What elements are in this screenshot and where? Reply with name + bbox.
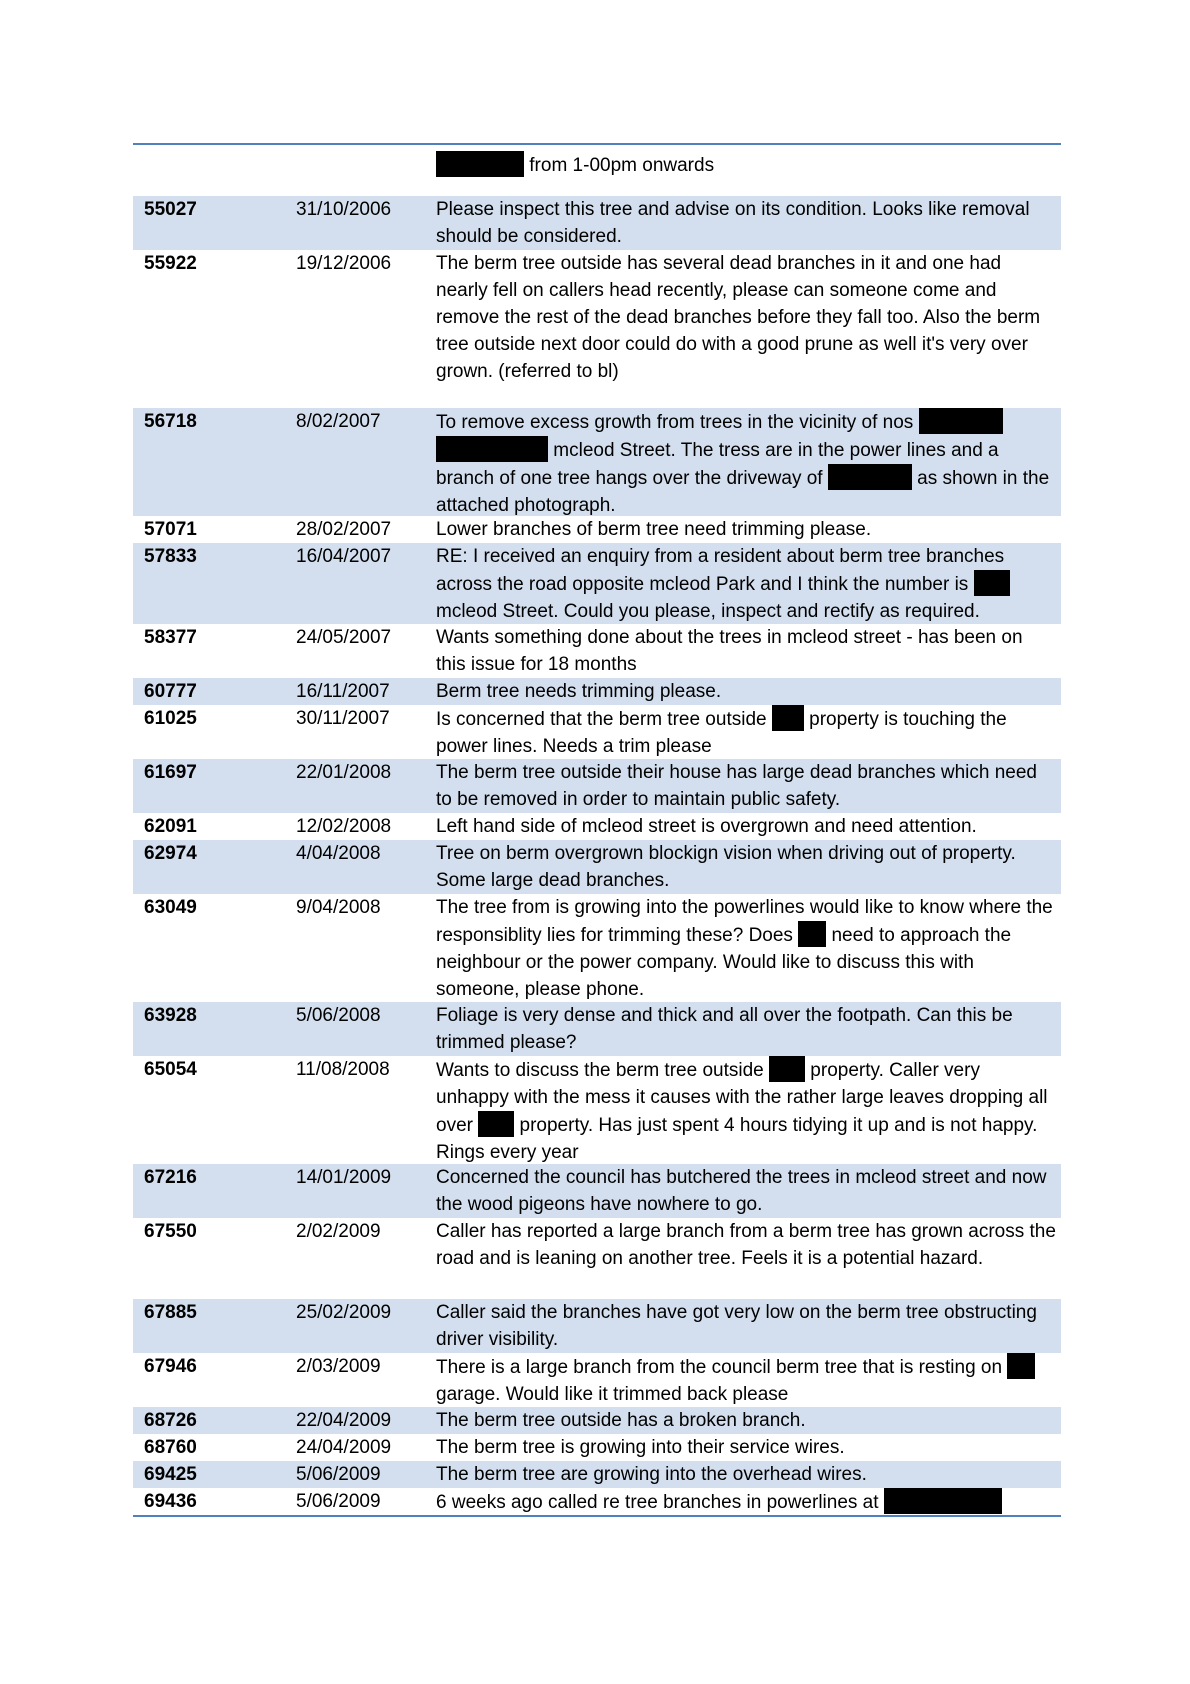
- request-date: 8/02/2007: [296, 411, 381, 432]
- service-request-table: [133, 143, 1061, 1517]
- request-id: 63049: [144, 897, 197, 918]
- description-text: There is a large branch from the council berm tree that is resting on: [436, 1357, 1008, 1378]
- description-text: property. Caller very unhappy with the mess it causes with the rather large leaves dropping all over: [436, 1060, 1048, 1136]
- request-date: 5/06/2008: [296, 1005, 381, 1026]
- request-description: [430, 408, 1061, 519]
- request-description: [430, 813, 1061, 840]
- request-id: 61025: [144, 708, 197, 729]
- table-row: [133, 1218, 1061, 1299]
- request-date: 28/02/2007: [296, 519, 392, 540]
- request-date: 24/05/2007: [296, 627, 392, 648]
- request-id: 67216: [144, 1167, 197, 1188]
- request-id: 55027: [144, 199, 197, 220]
- redaction-block: [828, 464, 912, 490]
- request-id: 55922: [144, 253, 197, 274]
- description-text: mcleod Street. The tress are in the power lines and a branch of one tree hangs over the driveway of: [436, 440, 999, 489]
- request-date: 5/06/2009: [296, 1491, 381, 1512]
- table-row: [133, 1488, 1061, 1515]
- description-text: The berm tree is growing into their service wires.: [436, 1437, 845, 1458]
- description-text: Caller has reported a large branch from a berm tree has grown across the road and is leaning on another tree. Feels it is a potential hazard.: [436, 1221, 1056, 1269]
- request-description: [430, 1407, 1061, 1434]
- description-text: Tree on berm overgrown blockign vision when driving out of property. Some large dead branches.: [436, 843, 1016, 891]
- description-text: The berm tree are growing into the overhead wires.: [436, 1464, 867, 1485]
- table-row: [133, 624, 1061, 678]
- request-description: [430, 705, 1061, 760]
- request-description: [430, 196, 1061, 250]
- table-row: [133, 1353, 1061, 1407]
- redaction-block: [769, 1056, 805, 1082]
- request-description: [430, 250, 1061, 385]
- table-row: [133, 516, 1061, 543]
- redaction-block: [436, 151, 524, 177]
- description-text: property. Has just spent 4 hours tidying it up and is not happy. Rings every year: [436, 1115, 1038, 1163]
- request-date: 25/02/2009: [296, 1302, 392, 1323]
- table-row: [133, 705, 1061, 759]
- request-id: 69436: [144, 1491, 197, 1512]
- table-row: [133, 813, 1061, 840]
- description-text: The berm tree outside their house has large dead branches which need to be removed in order to maintain public safety.: [436, 762, 1037, 810]
- description-text: need to approach the neighbour or the power company. Would like to discuss this with someone, please phone.: [436, 925, 1012, 1000]
- description-text: RE: I received an enquiry from a resident about berm tree branches across the road opposite mcleod Park and I think the number is: [436, 546, 1005, 595]
- request-date: 16/11/2007: [296, 681, 390, 702]
- description-text: Is concerned that the berm tree outside: [436, 709, 772, 730]
- request-date: 16/04/2007: [296, 546, 392, 567]
- description-text: Caller said the branches have got very low on the berm tree obstructing driver visibility.: [436, 1302, 1037, 1350]
- description-text: The tree from is growing into the powerlines would like to know where the responsiblity lies for trimming these? Does: [436, 897, 1053, 946]
- table-row: [133, 840, 1061, 894]
- description-text: property is touching the power lines. Needs a trim please: [436, 709, 1007, 757]
- description-text: mcleod Street. Could you please, inspect and rectify as required.: [436, 601, 980, 622]
- request-description: [430, 894, 1061, 1003]
- table-row: [133, 1002, 1061, 1056]
- request-description: [430, 1461, 1061, 1488]
- request-date: 2/02/2009: [296, 1221, 381, 1242]
- request-id: 62974: [144, 843, 197, 864]
- request-id: 67946: [144, 1356, 197, 1377]
- request-description: [430, 1353, 1061, 1408]
- redaction-block: [478, 1111, 514, 1137]
- request-date: 24/04/2009: [296, 1437, 392, 1458]
- request-description: [430, 1164, 1061, 1218]
- redaction-block: [974, 570, 1010, 596]
- description-text: Wants something done about the trees in mcleod street - has been on this issue for 18 months: [436, 627, 1023, 675]
- request-date: 22/01/2008: [296, 762, 392, 783]
- request-description: [430, 1299, 1061, 1353]
- request-date: 2/03/2009: [296, 1356, 381, 1377]
- redaction-block: [919, 408, 1003, 434]
- description-text: 6 weeks ago called re tree branches in powerlines at: [436, 1492, 884, 1513]
- request-id: 67885: [144, 1302, 197, 1323]
- request-id: 68760: [144, 1437, 197, 1458]
- request-id: 56718: [144, 411, 197, 432]
- description-text: The berm tree outside has a broken branch.: [436, 1410, 806, 1431]
- description-text: Please inspect this tree and advise on its condition. Looks like removal should be considered.: [436, 199, 1030, 247]
- request-date: 14/01/2009: [296, 1167, 392, 1188]
- request-description: [430, 1488, 1061, 1516]
- table-row: [133, 894, 1061, 1002]
- request-date: 31/10/2006: [296, 199, 392, 220]
- request-id: 61697: [144, 762, 197, 783]
- request-description: [430, 1434, 1061, 1461]
- request-id: 68726: [144, 1410, 197, 1431]
- request-date: 22/04/2009: [296, 1410, 392, 1431]
- table-row: [133, 145, 1061, 196]
- request-description: [430, 840, 1061, 894]
- table-row: [133, 1461, 1061, 1488]
- request-date: 4/04/2008: [296, 843, 381, 864]
- request-description: [430, 624, 1061, 678]
- request-description: [430, 516, 1061, 543]
- request-description: [430, 1002, 1061, 1056]
- request-date: 5/06/2009: [296, 1464, 381, 1485]
- request-description: [430, 678, 1061, 705]
- table-row: [133, 196, 1061, 250]
- request-id: 69425: [144, 1464, 197, 1485]
- request-id: 57833: [144, 546, 197, 567]
- table-row: [133, 678, 1061, 705]
- redaction-block: [884, 1488, 1002, 1514]
- description-text: Wants to discuss the berm tree outside: [436, 1060, 770, 1081]
- request-id: 65054: [144, 1059, 197, 1080]
- table-row: [133, 1299, 1061, 1353]
- request-date: 19/12/2006: [296, 253, 392, 274]
- request-id: 62091: [144, 816, 197, 837]
- request-id: 60777: [144, 681, 197, 702]
- redaction-block: [798, 921, 826, 947]
- redaction-block: [1007, 1353, 1035, 1379]
- request-id: 57071: [144, 519, 197, 540]
- description-text: To remove excess growth from trees in the vicinity of nos: [436, 412, 919, 433]
- request-id: 58377: [144, 627, 197, 648]
- description-text: Left hand side of mcleod street is overgrown and need attention.: [436, 816, 977, 837]
- table-row: [133, 1056, 1061, 1164]
- request-date: 30/11/2007: [296, 708, 390, 729]
- table-row: [133, 250, 1061, 408]
- request-id: 63928: [144, 1005, 197, 1026]
- table-row: [133, 1407, 1061, 1434]
- description-text: as shown in the attached photograph.: [436, 468, 1050, 516]
- description-text: from 1-00pm onwards: [524, 155, 715, 176]
- request-date: 12/02/2008: [296, 816, 392, 837]
- table-row: [133, 1164, 1061, 1218]
- redaction-block: [436, 436, 548, 462]
- description-text: Berm tree needs trimming please.: [436, 681, 722, 702]
- table-row: [133, 543, 1061, 624]
- request-description: [430, 1056, 1061, 1166]
- table-row: [133, 759, 1061, 813]
- request-description: [430, 543, 1061, 625]
- description-text: The berm tree outside has several dead branches in it and one had nearly fell on callers head recently, please can someone come and remove the rest of the dead branches before they fall too. Also the berm tree outside next door could do with a good prune as well it's very over grown. (referred to bl): [436, 253, 1041, 382]
- description-text: Foliage is very dense and thick and all over the footpath. Can this be trimmed please?: [436, 1005, 1013, 1053]
- request-id: 67550: [144, 1221, 197, 1242]
- redaction-block: [772, 705, 804, 731]
- description-text: Concerned the council has butchered the trees in mcleod street and now the wood pigeons have nowhere to go.: [436, 1167, 1047, 1215]
- table-row: [133, 1434, 1061, 1461]
- table-row: [133, 408, 1061, 516]
- description-text: garage. Would like it trimmed back please: [436, 1384, 789, 1405]
- request-description: [430, 759, 1061, 813]
- request-date: 11/08/2008: [296, 1059, 390, 1080]
- request-description: [430, 1218, 1061, 1272]
- description-text: Lower branches of berm tree need trimming please.: [436, 519, 872, 540]
- request-description: [430, 151, 1061, 179]
- request-date: 9/04/2008: [296, 897, 381, 918]
